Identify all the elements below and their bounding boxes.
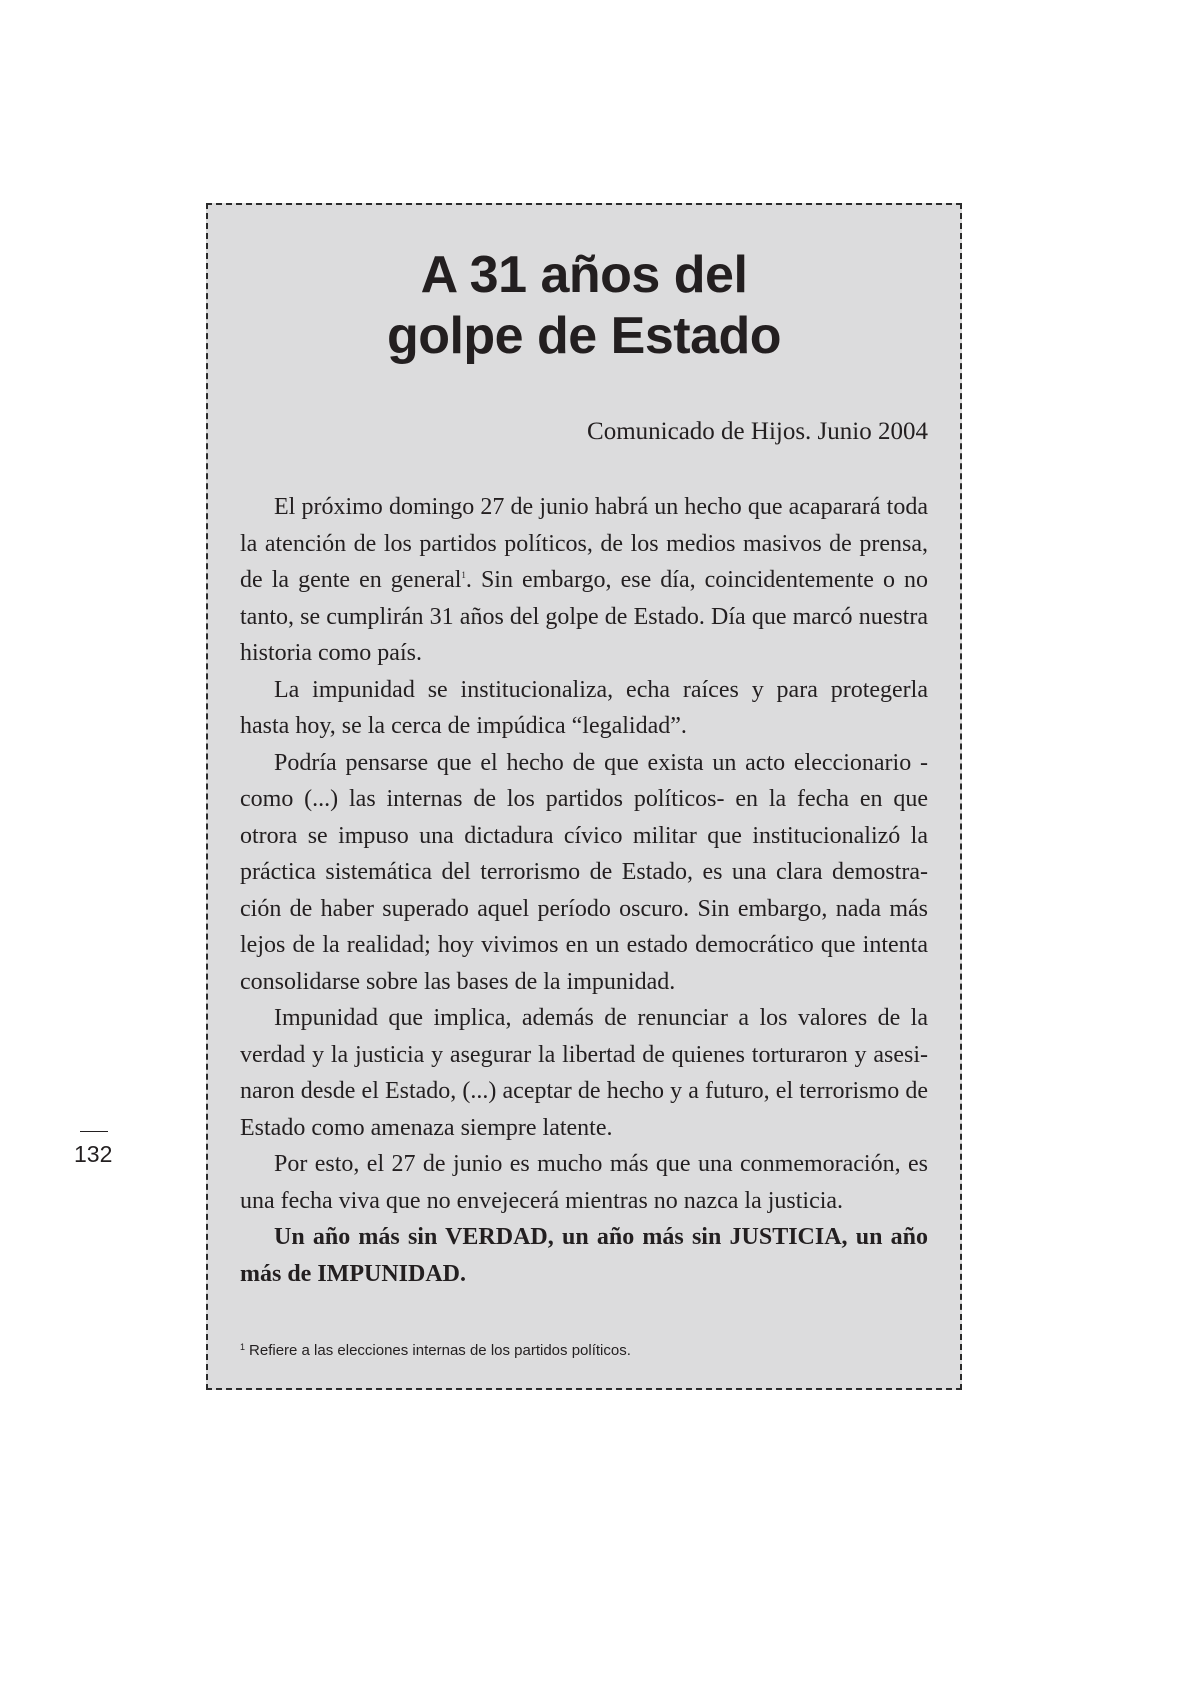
article-box bbox=[206, 203, 962, 1390]
paragraph-1-text-a: El próximo domingo 27 de junio habrá un hecho que acaparará toda la atención de los partidos políticos, de los medios masivos de prensa, de la gente en general bbox=[240, 494, 928, 593]
page-number: 132 bbox=[74, 1141, 113, 1167]
paragraph-4: Impunidad que implica, además de renunciar a los valores de la verdad y la justicia y asegurar la libertad de quienes torturaron y asesinaron desde el Estado, (...) aceptar de hecho y a futuro, el terrorismo de Estado como amenaza siempre latente. bbox=[240, 1005, 928, 1141]
paragraph-3: Podría pensarse que el hecho de que exista un acto eleccionario -como (...) las internas de los partidos políticos- en la fecha en que otrora se impuso una dictadura cívico militar que institucionalizó la práctica sistemática del terrorismo de Estado, es una clara demostración de haber superado aquel período oscuro. Sin embargo, nada más lejos de la realidad; hoy vivimos en un estado democrático que intenta consolidarse sobre las bases de la impunidad. bbox=[240, 749, 928, 995]
page-number-rule bbox=[80, 1131, 108, 1132]
footnote-reference: 1 bbox=[461, 570, 466, 580]
article-title bbox=[208, 245, 960, 367]
paragraph-1 bbox=[240, 489, 928, 672]
article-body bbox=[240, 489, 928, 1292]
footnote-marker: 1 bbox=[240, 1342, 246, 1352]
title-line-1: A 31 años del bbox=[420, 246, 748, 304]
closing-statement: Un año más sin VERDAD, un año más sin JUSTICIA, un año más de IMPUNIDAD. bbox=[240, 1224, 928, 1287]
paragraph-2: La impunidad se institucionaliza, echa raíces y para protegerla hasta hoy, se la cerca de impúdica “legalidad”. bbox=[240, 676, 928, 739]
paragraph-5: Por esto, el 27 de junio es mucho más que una conmemoración, es una fecha viva que no envejecerá mientras no nazca la justicia. bbox=[240, 1151, 928, 1214]
paragraph-1-text-b: . Sin embargo, ese día, coincidentemente o no tanto, se cumplirán 31 años del golpe de Estado. Día que marcó nuestra historia como país. bbox=[240, 567, 928, 666]
footnote-text: Refiere a las elecciones internas de los partidos políticos. bbox=[249, 1342, 631, 1359]
footnote bbox=[240, 1341, 631, 1361]
title-line-2: golpe de Estado bbox=[386, 307, 782, 365]
article-byline: Comunicado de Hijos. Junio 2004 bbox=[587, 418, 928, 445]
